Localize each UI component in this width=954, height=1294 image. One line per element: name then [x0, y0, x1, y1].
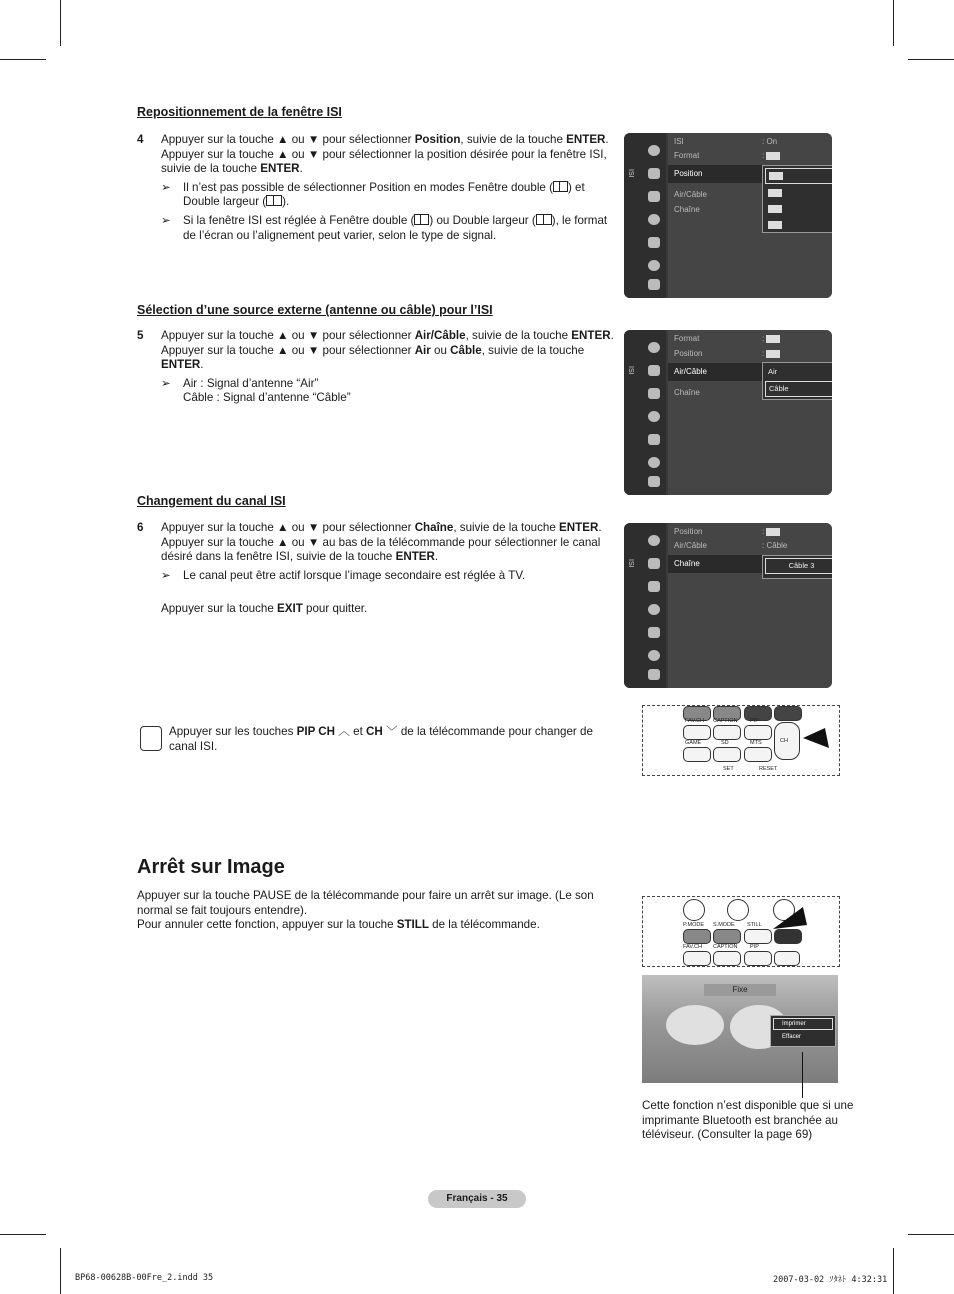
osd-title: Fixe — [704, 984, 776, 996]
crop-mark — [0, 59, 46, 60]
print-option[interactable]: Imprimer — [773, 1018, 833, 1030]
tip-text — [169, 725, 617, 754]
remote-label: FAV.CH — [683, 944, 702, 950]
position-option[interactable] — [765, 218, 832, 232]
aircable-popup[interactable] — [762, 362, 832, 400]
text: Appuyer sur la touche ▲ ou ▼ pour sélectionner la position désirée pour la fenêtre ISI, suivie de la touche — [161, 147, 607, 176]
remote-label: PIP — [750, 718, 759, 724]
menu-row-label: Air/Câble — [674, 367, 707, 376]
print-slug-left: BP68-00628B-00Fre_2.indd 35 — [75, 1273, 214, 1283]
chevron-down-icon: ﹀ — [386, 725, 398, 738]
remote-button[interactable] — [683, 951, 711, 966]
menu-row-value: : — [762, 345, 780, 363]
menu-row-format[interactable] — [674, 147, 828, 165]
text: . — [434, 550, 439, 564]
exit-instruction — [161, 602, 617, 617]
input-icon — [648, 627, 660, 638]
gear-icon — [648, 260, 660, 271]
step-5 — [137, 329, 617, 406]
section-heading-source: Sélection d’une source externe (antenne ou câble) pour l’ISI — [137, 303, 493, 317]
menu-tab-label: ISI — [627, 169, 634, 178]
position-icon — [768, 189, 782, 197]
channel-up-button[interactable] — [774, 951, 800, 966]
text: PIP CH — [296, 725, 336, 738]
text: Air : Signal d’antenne “Air” — [183, 376, 319, 390]
position-popup[interactable] — [762, 165, 832, 233]
note-arrow-icon: ➢ — [161, 568, 171, 582]
callout-line — [802, 1052, 803, 1098]
remote-label: S.MODE — [713, 922, 735, 928]
setup-icon — [648, 411, 660, 422]
menu-row-label: Chaîne — [674, 205, 700, 214]
note — [161, 569, 617, 584]
menu-tab-label: ISI — [627, 366, 634, 375]
page-section-title: Arrêt sur Image — [137, 856, 285, 878]
position-icon — [766, 528, 780, 536]
note — [161, 214, 617, 243]
crop-mark — [908, 59, 954, 60]
frozen-picture — [642, 975, 838, 1083]
note — [161, 181, 617, 210]
channel-icon — [648, 191, 660, 202]
text: de la télécommande. — [428, 918, 540, 932]
support-icon — [648, 279, 660, 290]
picture-icon — [648, 145, 660, 156]
text: . — [200, 358, 204, 372]
isi-menu-aircable — [624, 330, 832, 495]
text: STILL — [396, 918, 429, 932]
text: ENTER — [260, 162, 300, 176]
isi-menu-channel — [624, 523, 832, 688]
text: et — [349, 725, 367, 738]
text: de la télécommande pour changer de canal ISI. — [169, 725, 593, 753]
remote-button[interactable] — [713, 951, 741, 966]
channel-icon — [648, 581, 660, 592]
erase-option[interactable]: Effacer — [782, 1034, 801, 1040]
menu-tab-label: ISI — [627, 559, 634, 568]
crop-mark — [60, 1248, 61, 1294]
remote-button[interactable] — [774, 706, 802, 721]
text: Air — [414, 343, 431, 357]
text: Le canal peut être actif lorsque l’image secondaire est réglée à TV. — [183, 568, 526, 582]
crop-mark — [908, 1234, 954, 1235]
text: Chaîne — [414, 521, 454, 534]
crop-mark — [60, 0, 61, 46]
remote-label: CH — [780, 738, 788, 744]
menu-row-label: Position — [674, 527, 703, 536]
position-option[interactable] — [765, 186, 832, 200]
remote-illustration-channel — [642, 705, 840, 776]
pointer-arrow-icon — [773, 905, 809, 931]
remote-button[interactable] — [744, 951, 772, 966]
text: Appuyer sur la touche PAUSE de la télécommande pour faire un arrêt sur image. (Le son normal se fait toujours entendre). — [137, 889, 594, 917]
remote-button[interactable] — [683, 929, 711, 944]
menu-row-value: : On — [762, 137, 778, 146]
position-icon — [768, 205, 782, 213]
step-4 — [137, 133, 617, 243]
section-heading-channel: Changement du canal ISI — [137, 494, 286, 508]
position-option[interactable] — [765, 168, 832, 184]
text: . — [610, 329, 614, 342]
remote-label: P.MODE — [683, 922, 704, 928]
menu-row-label: ISI — [674, 137, 684, 146]
text: ENTER — [566, 133, 606, 146]
crop-mark — [893, 1248, 894, 1294]
isi-menu-position — [624, 133, 832, 298]
remote-label: MTS — [750, 740, 762, 746]
text: Appuyer sur la touche ▲ ou ▼ pour sélectionner — [161, 329, 415, 342]
setup-icon — [648, 214, 660, 225]
text: Appuyer sur la touche ▲ ou ▼ pour sélectionner — [161, 133, 415, 146]
menu-row-label: Air/Câble — [674, 541, 707, 550]
menu-row-value: : — [762, 523, 780, 541]
text: . — [598, 521, 602, 534]
page-number-badge: Français - 35 — [428, 1190, 526, 1208]
menu-row-aircable[interactable] — [674, 537, 828, 555]
support-icon — [648, 476, 660, 487]
text: , suivie de la touche — [481, 343, 585, 357]
menu-row-label: Format — [674, 151, 700, 160]
aircable-option-air[interactable]: Air — [768, 367, 778, 376]
support-icon — [648, 669, 660, 680]
remote-button[interactable] — [744, 725, 772, 740]
position-icon — [769, 172, 783, 180]
text: ENTER — [161, 358, 201, 372]
text: Câble : Signal d’antenne “Câble” — [183, 391, 351, 405]
menu-sidebar — [624, 330, 666, 495]
remote-button[interactable] — [713, 725, 741, 740]
remote-button[interactable] — [744, 747, 772, 762]
note-arrow-icon: ➢ — [161, 180, 171, 194]
position-option[interactable] — [765, 202, 832, 216]
text: Appuyer sur la touche — [161, 602, 278, 616]
text: ) et Double largeur ( — [183, 180, 585, 209]
remote-label: FAV.CH — [685, 718, 704, 724]
text: ) ou Double largeur ( — [429, 213, 536, 227]
menu-row-label: Air/Câble — [674, 190, 707, 199]
menu-sidebar — [624, 133, 666, 298]
print-slug-right: 2007-03-02 ｿﾀﾈﾄ 4:32:31 — [773, 1275, 888, 1285]
text: Appuyer sur la touche ▲ ou ▼ au bas de la télécommande pour sélectionner le canal désiré dans la fenêtre ISI, suivie de la touche — [161, 535, 601, 564]
remote-button[interactable] — [683, 725, 711, 740]
text: , suivie de la touche — [460, 133, 567, 146]
gear-icon — [648, 650, 660, 661]
text: Appuyer sur les touches — [169, 725, 297, 738]
channel-icon — [648, 388, 660, 399]
text: pour quitter. — [302, 602, 368, 616]
text: Position — [414, 133, 461, 146]
remote-button[interactable] — [727, 899, 749, 921]
menu-main — [668, 330, 832, 495]
double-width-icon — [266, 195, 282, 206]
step-number: 6 — [137, 521, 144, 534]
note — [161, 377, 617, 406]
text: ENTER — [395, 550, 435, 564]
remote-label: RESET — [759, 766, 778, 772]
remote-label: CAPTION — [713, 944, 738, 950]
sheep-illustration — [666, 1005, 724, 1045]
menu-row-label: Position — [674, 169, 703, 178]
step-number: 4 — [137, 133, 144, 146]
double-width-icon — [536, 214, 552, 225]
text: Appuyer sur la touche ▲ ou ▼ pour sélectionner — [161, 343, 415, 357]
note-arrow-icon: ➢ — [161, 213, 171, 227]
channel-option[interactable]: Câble 3 — [765, 558, 832, 574]
text: ), le format de l’écran ou l’alignement peut varier, selon le type de signal. — [183, 213, 608, 242]
menu-row-value: : — [762, 330, 780, 348]
menu-main — [668, 133, 832, 298]
crop-mark — [0, 1234, 46, 1235]
still-description — [137, 889, 617, 933]
step-number: 5 — [137, 329, 144, 342]
position-icon — [768, 221, 782, 229]
remote-label: CAPTION — [713, 718, 738, 724]
menu-main — [668, 523, 832, 688]
text: CH — [366, 725, 383, 738]
menu-row-label: Format — [674, 334, 700, 343]
input-icon — [648, 434, 660, 445]
sound-icon — [648, 558, 660, 569]
position-icon — [766, 350, 780, 358]
text: , suivie de la touche — [453, 521, 560, 534]
text: Câble — [450, 343, 482, 357]
text: ENTER — [559, 521, 599, 534]
step-6 — [137, 521, 617, 617]
text: ). — [282, 195, 290, 209]
menu-row-value: : — [762, 147, 780, 165]
menu-row-value: : Câble — [762, 541, 788, 550]
text: Appuyer sur la touche ▲ ou ▼ pour sélectionner — [161, 521, 415, 534]
note-arrow-icon: ➢ — [161, 376, 171, 390]
double-window-icon — [414, 214, 429, 225]
text: EXIT — [277, 602, 303, 616]
text: . — [605, 133, 609, 146]
text: ou — [430, 343, 451, 357]
menu-sidebar — [624, 523, 666, 688]
sound-icon — [648, 365, 660, 376]
chevron-up-icon: ︿ — [338, 725, 350, 738]
text: Pour annuler cette fonction, appuyer sur la touche — [137, 918, 397, 932]
remote-label: GAME — [685, 740, 702, 746]
input-icon — [648, 237, 660, 248]
double-window-icon — [553, 181, 568, 192]
still-button[interactable] — [744, 929, 772, 944]
menu-row-label: Chaîne — [674, 559, 700, 568]
text: Air/Câble — [414, 329, 466, 342]
remote-button[interactable] — [683, 747, 711, 762]
remote-button[interactable] — [713, 747, 741, 762]
return-button[interactable] — [683, 899, 705, 921]
remote-illustration-still — [642, 896, 840, 967]
aircable-option-cable[interactable]: Câble — [765, 381, 832, 397]
remote-button[interactable] — [713, 929, 741, 944]
text: . — [299, 162, 303, 176]
menu-row-position[interactable] — [674, 345, 828, 363]
text: Si la fenêtre ISI est réglée à Fenêtre double ( — [183, 213, 415, 227]
format-icon — [766, 335, 780, 343]
hand-icon — [140, 726, 162, 751]
picture-icon — [648, 342, 660, 353]
remote-label: STILL — [747, 922, 762, 928]
section-heading-repositioning: Repositionnement de la fenêtre ISI — [137, 105, 342, 119]
osd-menu — [770, 1015, 836, 1047]
bluetooth-caption: Cette fonction n’est disponible que si une imprimante Bluetooth est branchée au téléviseur. (Consulter la page 69) — [642, 1099, 854, 1142]
remote-label: SET — [723, 766, 734, 772]
format-icon — [766, 152, 780, 160]
remote-label: PIP — [750, 944, 759, 950]
gear-icon — [648, 457, 660, 468]
channel-popup[interactable] — [762, 555, 832, 579]
setup-icon — [648, 604, 660, 615]
text: Il n’est pas possible de sélectionner Position en modes Fenêtre double ( — [183, 180, 553, 194]
pointer-arrow-icon — [803, 726, 831, 752]
picture-icon — [648, 535, 660, 546]
text: ENTER — [571, 329, 611, 342]
crop-mark — [893, 0, 894, 46]
text: , suivie de la touche — [465, 329, 572, 342]
menu-row-label: Chaîne — [674, 388, 700, 397]
menu-row-label: Position — [674, 349, 703, 358]
remote-button[interactable] — [774, 929, 802, 944]
remote-label: SD — [721, 740, 729, 746]
sound-icon — [648, 168, 660, 179]
